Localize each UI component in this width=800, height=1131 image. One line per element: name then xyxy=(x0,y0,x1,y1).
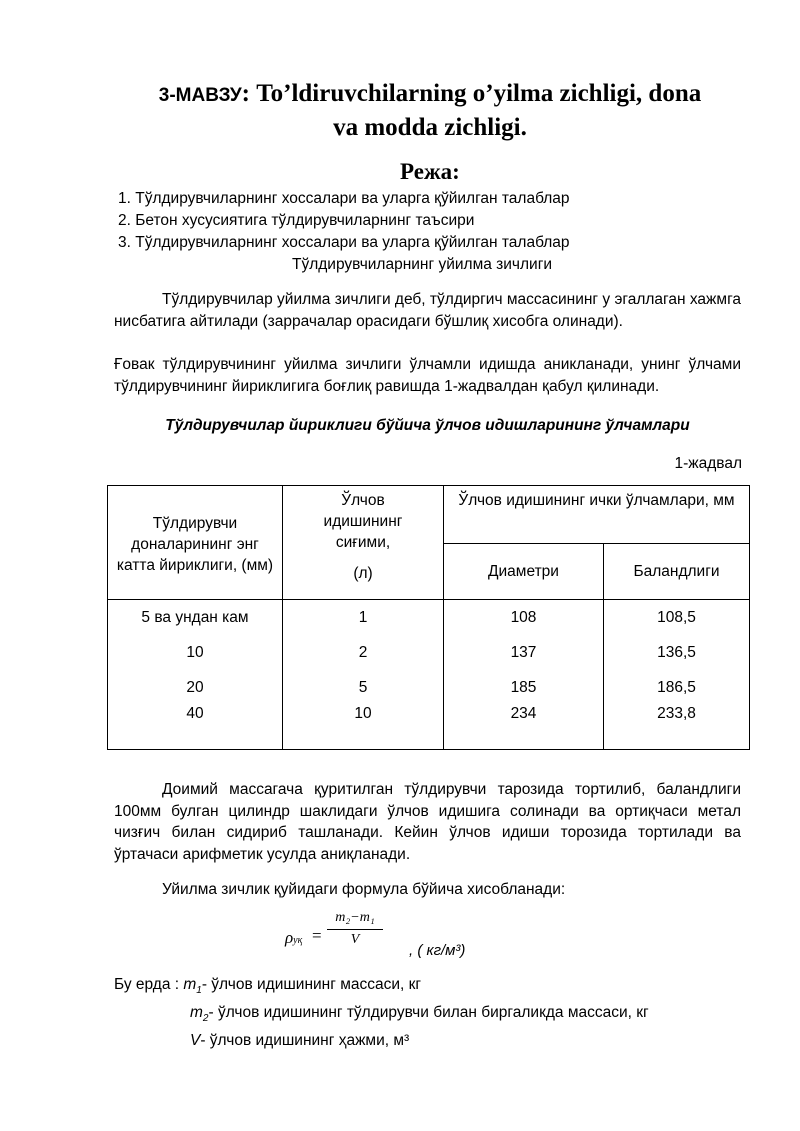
section-subheading: Тўлдирувчиларнинг уйилма зичлиги xyxy=(292,256,553,273)
header-grain-size: Тўлдирувчи доналарининг энг катта йириклиги, (мм) xyxy=(108,486,283,600)
cell-volume: 2 xyxy=(283,635,444,670)
cell-size: 40 xyxy=(108,705,283,750)
table-row xyxy=(108,705,750,750)
cell-volume: 10 xyxy=(283,705,444,750)
variable-definitions xyxy=(114,974,649,1052)
title-line-2: va modda zichligi. xyxy=(333,114,527,141)
header-internal-dimensions: Ўлчов идишининг ички ўлчамлари, мм xyxy=(444,486,750,544)
cell-diameter: 234 xyxy=(444,705,604,750)
cell-height: 136,5 xyxy=(604,635,750,670)
plan-item: 1. Тўлдирувчиларнинг хоссалари ва уларга қўйилган талаблар xyxy=(118,190,570,207)
dimensions-table xyxy=(107,485,750,750)
topic-label: 3-МАВЗУ xyxy=(158,85,242,106)
fraction-bar xyxy=(327,929,383,930)
plan-list xyxy=(118,188,570,254)
table-caption: Тўлдирувчилар йириклиги бўйича ўлчов идишларининг ўлчамлари xyxy=(165,417,690,434)
cell-size: 10 xyxy=(108,635,283,670)
formula-denominator: V xyxy=(350,932,360,947)
table-number: 1-жадвал xyxy=(674,455,742,472)
cell-diameter: 108 xyxy=(444,600,604,636)
plan-item: 2. Бетон хусусиятига тўлдирувчиларнинг таъсири xyxy=(118,212,475,229)
formula-numerator: m₂−m₁ xyxy=(335,910,375,925)
title-colon: : xyxy=(241,80,257,107)
header-diameter: Диаметри xyxy=(444,544,604,600)
header-height: Баландлиги xyxy=(604,544,750,600)
plan-heading: Режа: xyxy=(400,159,460,184)
cell-height: 233,8 xyxy=(604,705,750,750)
cell-size: 5 ва ундан кам xyxy=(108,600,283,636)
table-row xyxy=(108,670,750,705)
cell-diameter: 137 xyxy=(444,635,604,670)
cell-size: 20 xyxy=(108,670,283,705)
cell-volume: 1 xyxy=(283,600,444,636)
header-volume: Ўлчов идишининг сиғими, (л) xyxy=(283,486,444,600)
formula-equals: = xyxy=(312,926,322,945)
page-title xyxy=(100,78,760,144)
formula-unit: , ( кг/м³) xyxy=(409,942,466,959)
paragraph-definition: Тўлдирувчилар уйилма зичлиги деб, тўлдиргич массасининг у эгаллаган хажмга нисбатига айтилади (заррачалар орасидаги бўшлиқ хисобга олинади). xyxy=(114,291,741,330)
plan-item: 3. Тўлдирувчиларнинг хоссалари ва уларга қўйилган талаблар xyxy=(118,234,570,251)
paragraph-procedure: Доимий массагача қуритилган тўлдирувчи тарозида тортилиб, баландлиги 100мм булган цилиндр шаклидаги ўлчов идишига солинади ва ортиқчаси метал чизғич билан сидириб ташланади. Кейин ўлчов идиши торозида тортилади ва ўртачаси арифметик усулда аниқланади. xyxy=(114,781,741,863)
paragraph-measurement: Ғовак тўлдирувчининг уйилма зичлиги ўлчамли идишда аникланади, унинг ўлчами тўлдирувчининг йириклигига боғлиқ равишда 1-жадвалдан қабул қилинади. xyxy=(114,356,741,395)
paragraph-formula-intro: Уйилма зичлик қуйидаги формула бўйича хисобланади: xyxy=(162,881,566,898)
cell-volume: 5 xyxy=(283,670,444,705)
definition-m2: $m_2-$ ўлчов идишининг тўлдирувчи билан биргаликда массаси, кг xyxy=(190,1004,649,1025)
table-row xyxy=(108,635,750,670)
table-row xyxy=(108,600,750,636)
formula-rho: ρуқ xyxy=(285,928,303,947)
cell-diameter: 185 xyxy=(444,670,604,705)
cell-height: 108,5 xyxy=(604,600,750,636)
definition-v: V- ўлчов идишининг ҳажми, м³ xyxy=(190,1032,410,1050)
definition-m1: Бу ерда : $m_1-$ ўлчов идишининг массаси, кг xyxy=(114,976,422,997)
cell-height: 186,5 xyxy=(604,670,750,705)
title-line-1: To’ldiruvchilarning o’yilma zichligi, dona xyxy=(256,80,702,107)
formula-fraction xyxy=(327,910,383,948)
